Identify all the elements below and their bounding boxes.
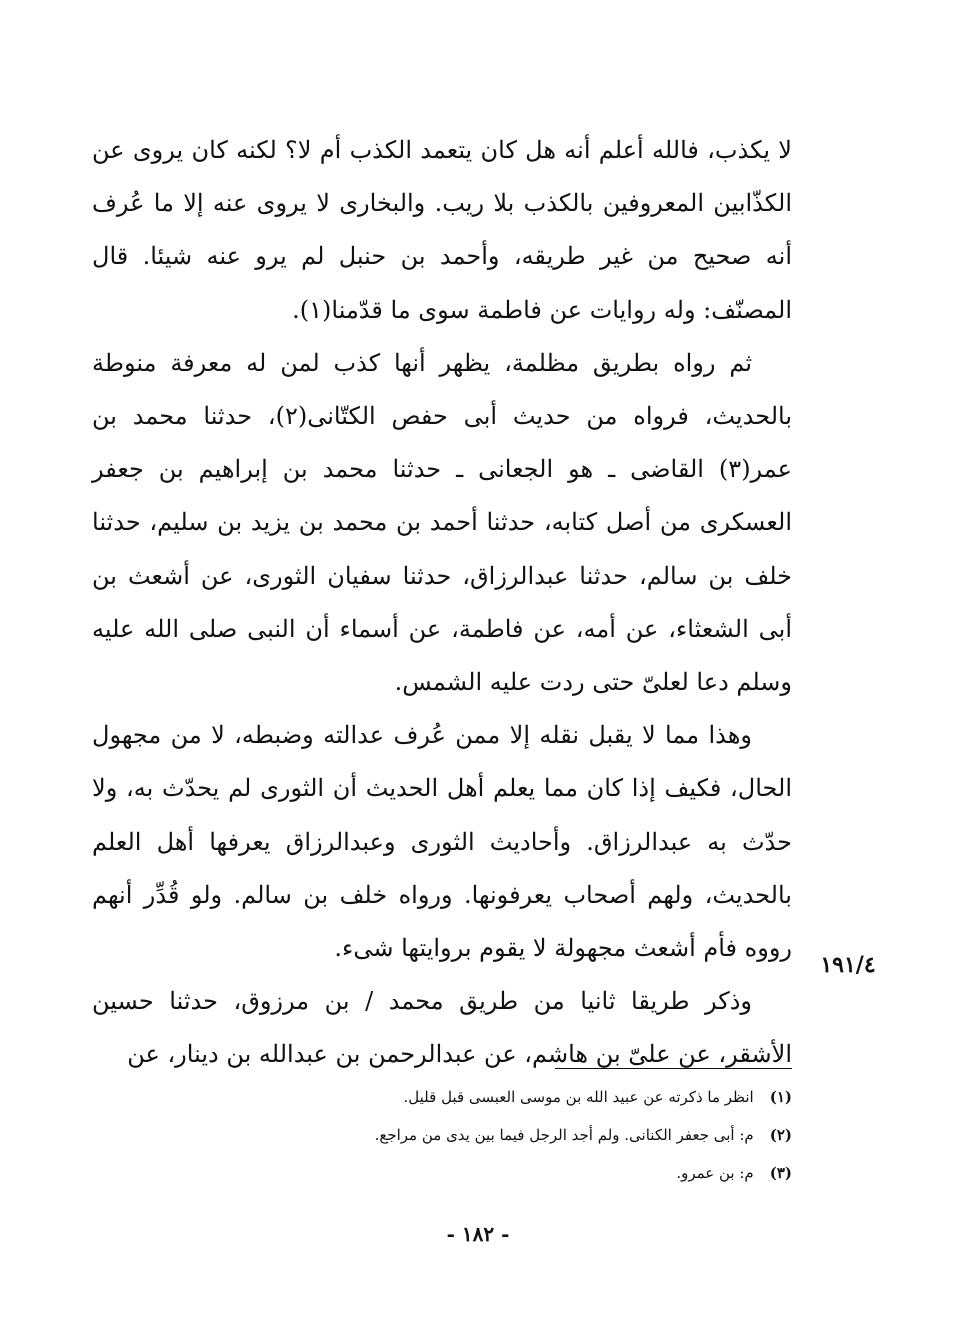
footnote-number: (٢) xyxy=(769,1126,792,1144)
footnote-2 xyxy=(200,1116,792,1154)
paragraph-2: ثم رواه بطريق مظلمة، يظهر أنها كذب لمن له معرفة منوطة بالحديث، فرواه من حديث أبى حفص الكتّانى(٢)، حدثنا محمد بن عمر(٣) القاضى ـ هو الجعانى ـ حدثنا محمد بن إبراهيم بن جعفر العسكرى من أصل كتابه، حدثنا أحمد بن محمد بن يزيد بن سليم، حدثنا خلف بن سالم، حدثنا عبدالرزاق، حدثنا سفيان الثورى، عن أشعث بن أبى الشعثاء، عن أمه، عن فاطمة، عن أسماء أن النبى صلى الله عليه وسلم دعا لعلىّ حتى ردت عليه الشمس. xyxy=(92,348,792,697)
footnote-number: (١) xyxy=(769,1088,792,1106)
footnote-text: م: بن عمرو. xyxy=(676,1164,754,1182)
paragraph-3: وهذا مما لا يقبل نقله إلا ممن عُرف عدالته وضبطه، لا من مجهول الحال، فكيف إذا كان مما يعلم أهل الحديث أن الثورى لم يحدّث به، ولا حدّث به عبدالرزاق. وأحاديث الثورى وعبدالرزاق يعرفها أهل العلم بالحديث، ولهم أصحاب يعرفونها. ورواه خلف بن سالم. ولو قُدِّر أنهم رووه فأم أشعث مجهولة لا يقوم بروايتها شىء. xyxy=(92,721,792,963)
main-text xyxy=(92,124,792,1082)
footnote-divider xyxy=(555,1068,792,1069)
footnote-1 xyxy=(200,1078,792,1116)
paragraph-4: وذكر طريقا ثانيا من طريق محمد / بن مرزوق، حدثنا حسين الأشقر، عن علىّ بن هاشم، عن عبدالرحمن بن عبدالله بن دينار، عن xyxy=(92,987,792,1069)
page-number: - ١٨٢ - xyxy=(446,1222,510,1246)
footnotes xyxy=(200,1078,792,1192)
footnote-3 xyxy=(200,1154,792,1192)
footnote-text: انظر ما ذكرته عن عبيد الله بن موسى العبسى قبل قليل. xyxy=(403,1088,754,1106)
margin-reference: ١٩١/٤ xyxy=(820,952,876,978)
footnote-text: م: أبى جعفر الكنانى. ولم أجد الرجل فيما بين يدى من مراجع. xyxy=(374,1126,754,1144)
footnote-number: (٣) xyxy=(769,1164,792,1182)
paragraph-1: لا يكذب، فالله أعلم أنه هل كان يتعمد الكذب أم لا؟ لكنه كان يروى عن الكذّابين المعروفين بالكذب بلا ريب. والبخارى لا يروى عنه إلا ما عُرف أنه صحيح من غير طريقه، وأحمد بن حنبل لم يرو عنه شيئا. قال المصنّف: وله روايات عن فاطمة سوى ما قدّمنا(١). xyxy=(92,136,792,324)
